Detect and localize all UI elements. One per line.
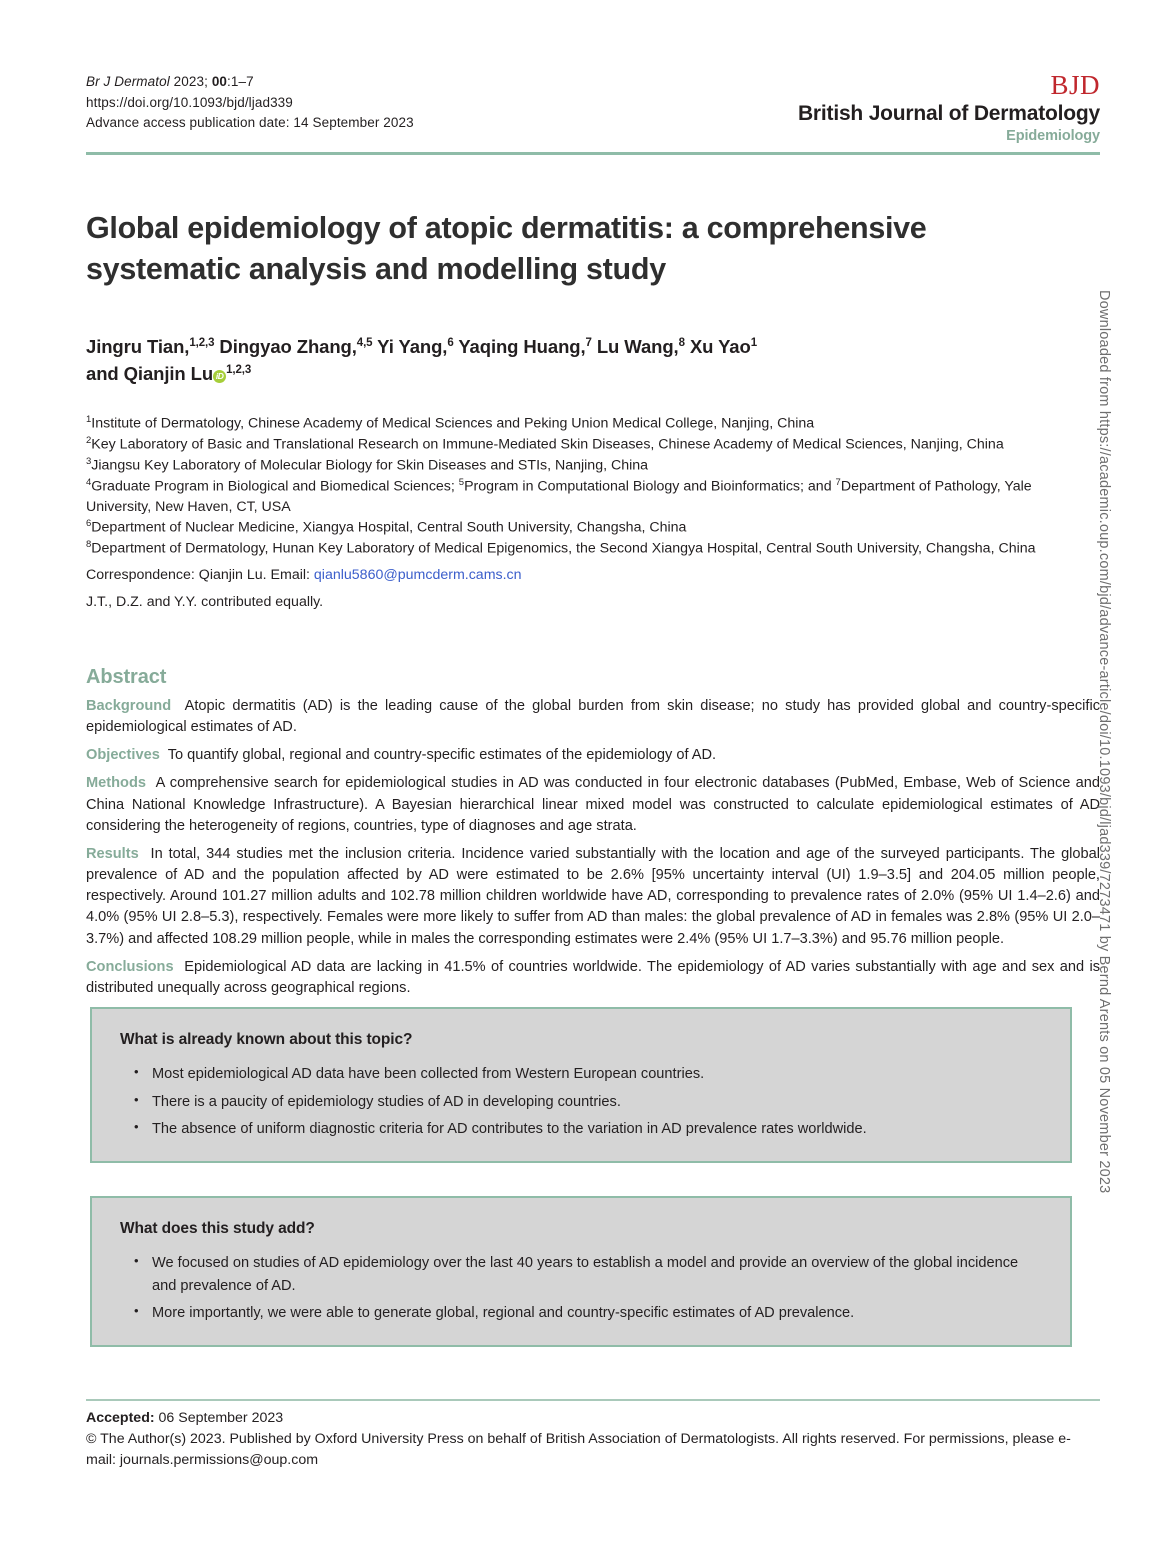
abstract-methods: [86, 773, 1100, 836]
copyright-line: © The Author(s) 2023. Published by Oxford University Press on behalf of British Association of Dermatologists. All rights reserved. For permissions, please e-mail: journals.permissions@oup.com: [86, 1431, 1071, 1469]
citation-volume: 00: [211, 74, 228, 89]
affiliation-item: [86, 413, 1100, 434]
affiliation-marker: 4: [86, 477, 92, 489]
author-6: Xu Yao: [684, 336, 751, 357]
affiliation-marker: 7: [835, 477, 841, 489]
affiliation-marker: 3: [86, 456, 92, 468]
bjd-logo: BJD: [1050, 70, 1100, 100]
affiliation-marker: 8: [86, 539, 92, 551]
adds-box-list: [120, 1252, 1042, 1325]
accepted-date: 06 September 2023: [154, 1410, 284, 1426]
equal-contribution-note: J.T., D.Z. and Y.Y. contributed equally.: [86, 593, 324, 610]
author-4-affil: 7: [585, 336, 592, 349]
accepted-line: [86, 1408, 1100, 1429]
adds-box-heading: What does this study add?: [120, 1220, 315, 1237]
accepted-label: Accepted:: [86, 1410, 155, 1426]
author-2-affil: 4,5: [356, 336, 373, 349]
download-watermark: Downloaded from https://academic.oup.com/bjd/advance-article/doi/10.1093/bjd/ljad339/7273471 by Bernd Arents on 05 November 2023: [1096, 290, 1112, 1194]
journal-branding: [798, 72, 1100, 144]
author-3: Yi Yang,: [372, 336, 448, 357]
known-box-list: [120, 1063, 1042, 1141]
list-item: • The absence of uniform diagnostic criteria for AD contributes to the variation in AD prevalence rates worldwide.: [152, 1118, 1042, 1141]
known-box-heading: What is already known about this topic?: [120, 1031, 413, 1048]
abstract-background: [86, 696, 1100, 738]
list-item: • There is a paucity of epidemiology studies of AD in developing countries.: [152, 1091, 1042, 1114]
abstract-heading: Abstract: [86, 666, 167, 688]
affiliation-item: [86, 476, 1100, 517]
abstract-label-objectives: Objectives: [86, 747, 160, 764]
citation-line: [86, 72, 414, 93]
affiliation-text: Program in Computational Biology and Bioinformatics; and: [464, 478, 836, 495]
doi-line[interactable]: https://doi.org/10.1093/bjd/ljad339: [86, 94, 293, 110]
abstract-body-background: Atopic dermatitis (AD) is the leading cause of the global burden from skin disease; no study has provided global and country-specific epidemiological estimates of AD.: [86, 698, 1100, 736]
page-header: [86, 72, 1100, 144]
list-item: • More importantly, we were able to generate global, regional and country-specific estimates of AD prevalence.: [152, 1302, 1042, 1325]
abstract-results: [86, 844, 1100, 950]
affiliations-block: [86, 413, 1100, 612]
affiliation-item: [86, 455, 1100, 476]
affiliation-item: [86, 517, 1100, 538]
abstract-body-conclusions: Epidemiological AD data are lacking in 41.5% of countries worldwide. The epidemiology of AD varies substantially with age and sex and is distributed unequally across geographical regions.: [86, 958, 1101, 996]
orcid-icon[interactable]: iD: [213, 370, 226, 383]
list-item: • We focused on studies of AD epidemiology over the last 40 years to establish a model and provide an overview of the global incidence and prevalence of AD.: [152, 1252, 1042, 1297]
affiliation-text: Institute of Dermatology, Chinese Academy of Medical Sciences and Peking Union Medical College, Nanjing, China: [91, 415, 815, 432]
author-6-affil: 1: [750, 336, 757, 349]
affiliation-text: Department of Dermatology, Hunan Key Laboratory of Medical Epigenomics, the Second Xiangya Hospital, Central South University, Changsha, China: [91, 541, 1036, 558]
author-2: Dingyao Zhang,: [214, 336, 357, 357]
citation-block: [86, 72, 414, 134]
known-about-topic-box: [90, 1007, 1072, 1163]
abstract-section: [86, 666, 1100, 1006]
abstract-label-methods: Methods: [86, 775, 146, 792]
journal-section-label: Epidemiology: [1006, 127, 1100, 144]
list-item: • Most epidemiological AD data have been collected from Western European countries.: [152, 1063, 1042, 1086]
affiliation-text: Graduate Program in Biological and Biomedical Sciences;: [91, 478, 459, 495]
affiliation-text: Key Laboratory of Basic and Translational Research on Immune-Mediated Skin Diseases, Chinese Academy of Medical Sciences, Nanjing, China: [91, 436, 1004, 453]
affiliation-item: [86, 434, 1100, 455]
advance-access-line: Advance access publication date: 14 September 2023: [86, 115, 414, 131]
abstract-body-results: In total, 344 studies met the inclusion criteria. Incidence varied substantially with the location and age of the surveyed participants. The global prevalence of AD and the population affected by AD were estimated to be 2.6% [95% uncertainty interval (UI) 1.9–3.5] and 204.05 million people, respectively. Around 101.27 million adults and 102.78 million children worldwide have AD, corresponding to prevalence rates of 2.0% (95% UI 1.4–2.6) and 4.0% (95% UI 2.8–5.3), respectively. Females were more likely to suffer from AD than males: the global prevalence of AD in females was 2.8% (95% UI 2.0–3.7%) and affected 108.29 million people, while in males the corresponding estimates were 2.4% (95% UI 1.7–3.3%) and 95.76 million people.: [86, 845, 1101, 947]
correspondence-email-link[interactable]: qianlu5860@pumcderm.cams.cn: [313, 567, 522, 584]
study-adds-box: [90, 1196, 1072, 1347]
author-4: Yaqing Huang,: [453, 336, 586, 357]
correspondence-prefix: Correspondence: Qianjin Lu. Email:: [86, 567, 314, 584]
abstract-label-results: Results: [86, 845, 139, 862]
affiliation-text: Department of Pathology, Yale University, New Haven, CT, USA: [86, 478, 1032, 516]
abstract-body-methods: A comprehensive search for epidemiological studies in AD was conducted in four electronic databases (PubMed, Embase, Web of Science and China National Knowledge Infrastructure). A Bayesian hierarchical linear mixed model was constructed to calculate epidemiological estimates of AD considering the heterogeneity of regions, countries, type of diagnoses and age strata.: [86, 775, 1100, 834]
affiliation-marker: 6: [86, 518, 92, 530]
footer-divider: [86, 1399, 1100, 1401]
abstract-conclusions: [86, 957, 1100, 999]
author-list: [86, 334, 986, 388]
correspondence-line: [86, 565, 1100, 585]
affiliation-text: Department of Nuclear Medicine, Xiangya Hospital, Central South University, Changsha, China: [91, 520, 687, 537]
citation-year: 2023;: [169, 74, 212, 89]
author-7-affil: 1,2,3: [226, 363, 252, 376]
page-footer: [86, 1408, 1100, 1471]
journal-title: British Journal of Dermatology: [797, 102, 1100, 125]
author-1-affil: 1,2,3: [189, 336, 215, 349]
author-5: Lu Wang,: [591, 336, 679, 357]
affiliation-item: [86, 538, 1100, 559]
author-1: Jingru Tian,: [86, 336, 190, 357]
affiliation-marker: 5: [458, 477, 465, 489]
affiliation-text: Jiangsu Key Laboratory of Molecular Biology for Skin Diseases and STIs, Nanjing, China: [91, 457, 649, 474]
author-3-affil: 6: [447, 336, 454, 349]
abstract-body-objectives: To quantify global, regional and country-specific estimates of the epidemiology of AD.: [167, 747, 717, 764]
author-5-affil: 8: [678, 336, 685, 349]
affiliation-marker: 2: [86, 435, 92, 447]
abstract-objectives: [86, 745, 1100, 766]
header-divider: [86, 152, 1100, 155]
citation-pages: :1–7: [227, 74, 254, 89]
abstract-label-conclusions: Conclusions: [86, 958, 174, 975]
affiliation-marker: 1: [86, 414, 92, 425]
page-title: Global epidemiology of atopic dermatitis: a comprehensive systematic analysis and modelling study: [86, 211, 927, 286]
abstract-label-background: Background: [86, 698, 172, 714]
author-7: and Qianjin Lu: [86, 362, 214, 384]
journal-abbrev: Br J Dermatol: [86, 74, 170, 89]
